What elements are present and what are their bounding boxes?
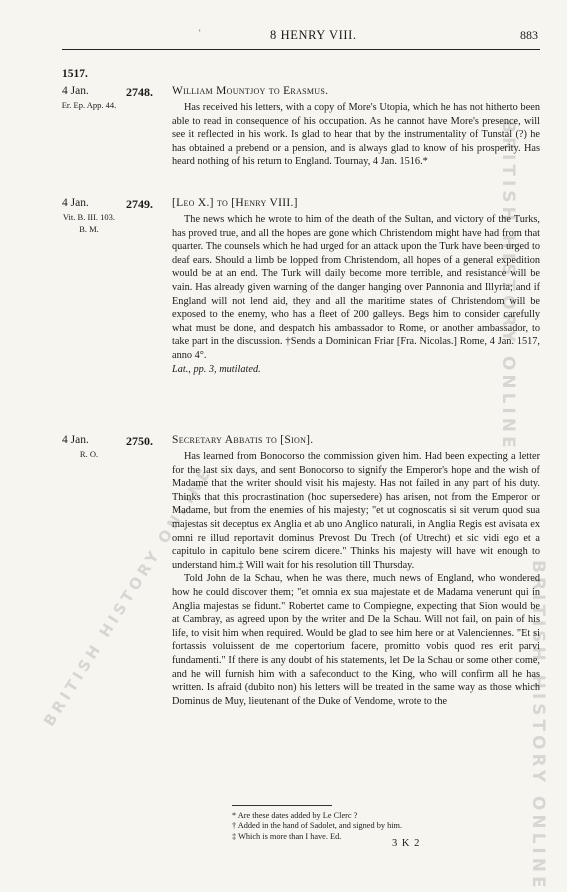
watermark-text: BRITISH HISTORY ONLINE <box>498 120 518 452</box>
entry-title: Secretary Abbatis to [Sion]. <box>172 434 314 446</box>
entry-title: William Mountjoy to Erasmus. <box>172 85 329 97</box>
year-heading: 1517. <box>62 68 88 80</box>
footnote: ‡ Which is more than I have. Ed. <box>232 831 342 841</box>
source-reference <box>60 448 118 460</box>
running-header: 8 HENRY VIII. <box>270 28 357 42</box>
entry-number: 2748. <box>126 85 153 99</box>
entry-date: 4 Jan. <box>62 197 89 209</box>
source-line: Er. Ep. App. 44. <box>61 100 117 110</box>
watermark-text: BRITISH HISTORY ONLINE <box>528 560 548 892</box>
entry-number: 2749. <box>126 197 153 211</box>
source-line: R. O. <box>79 449 99 459</box>
entry-date: 4 Jan. <box>62 85 89 97</box>
entry-date: 4 Jan. <box>62 434 89 446</box>
source-line: Vit. B. III. 103. <box>62 212 116 222</box>
header-rule <box>62 49 540 50</box>
watermark-text: BRITISH HISTORY ONLINE <box>40 463 216 730</box>
entry-title: [Leo X.] to [Henry VIII.] <box>172 197 298 209</box>
footnote: † Added in the hand of Sadolet, and signed by him. <box>232 821 403 831</box>
entry-paragraph: Has received his letters, with a copy of More's Utopia, which he has not hitherto been able to read in consequence of his occupation. As he cannot have More's presence, will see it reflected in his work. Is glad to hear that by the instrumentality of Tunstal (?) he has obtained a prebend or a pension, and is always glad to know of his prosperity. Has heard nothing of his return to England. Tournay, 4 Jan. 1516.* <box>172 102 540 168</box>
page-number: 883 <box>520 28 538 42</box>
footnotes <box>232 811 402 842</box>
footnote-rule <box>232 805 332 806</box>
stray-mark: ‘ <box>198 28 202 39</box>
source-reference <box>60 211 118 235</box>
entry-body <box>172 101 540 169</box>
entry-paragraph: Has learned from Bonocorso the commission given him. Had been expecting a letter for the last six days, and sent Bonocorso to signify the Emperor's hope and the wish of Madame that the writer should visit his majesty. Has not failed in any part of his duty. Thinks that this procrastination (hoc supersedere) has arisen, not from the Emperor or Madame, but from the enemies of his majesty; "et ut cognoscatis si sit verum quod sua majestas sit deceptus ex Anglia et ab uno Anglico naturali, in Anglia Regis est avisata ex omni re illud reportavit dominus Prevost Du Trech (of Utrecht) et sic vidi ego et a capitulo in capitulo bene scirem dicere." Thinks his majesty will have wit enough to understand him.‡ Will wait for his resolution till Thursday. <box>172 451 540 571</box>
entry-paragraph: Told John de la Schau, when he was there, much news of England, who wondered how he could discover them; "et omnia ex sua majestate et de Madama venerunt qui in Anglia majestas se fidunt." Robertet came to Compiegne, expecting that Sion would be at Cambray, as agreed upon by the writer and De la Schau. Will not fail, on pain of his life, to visit him when required. Would be glad to see him here or at Valenciennes. "Et si fortassis voluissent de me copertorium facere, promitto vobis quod res erit parvi fundamenti." If there is any doubt of his statements, let De la Schau or some other come, and he will furnish him with a safeconduct to the King, who will confirm all he has written. Is afraid (dubito non) his letters will be treated in the same way as those which Dominus de Muy, lieutenant of the Duke of Vendome, wrote to the <box>172 573 540 707</box>
signature-mark: 3 K 2 <box>392 838 421 849</box>
footnote: * Are these dates added by Le Clerc ? <box>232 811 358 820</box>
entry-paragraph: The news which he wrote to him of the death of the Sultan, and victory of the Turks, has proved true, and all the hopes are gone which Christendom might have had from that quarter. The counsels which he had urged for an attack upon the Turk have been urged to deaf ears. Should a limb be lopped from Christendom, all hopes of a general expedition would be at an end. The Turk will daily become more terrible, and resistance will be vain. Has already given warning of the danger hanging over Pannonia and Illyria; and if England will not lend aid, they and all the maritime states of Christendom will be exposed to the enemy, who has a fleet of 200 galleys. Begs him to consider carefully what must be done, and despatch his ambassador to Rome, or another ambassador, to take part in the discussion. †Sends a Dominican Friar [Fra. Nicolas.] Rome, 4 Jan. 1517, anno 4°. <box>172 214 540 361</box>
entry-body <box>172 213 540 376</box>
source-reference <box>60 99 118 111</box>
entry-body <box>172 450 540 708</box>
entry-number: 2750. <box>126 434 153 448</box>
source-line: B. M. <box>79 224 99 234</box>
entry-note: Lat., pp. 3, mutilated. <box>172 363 261 375</box>
